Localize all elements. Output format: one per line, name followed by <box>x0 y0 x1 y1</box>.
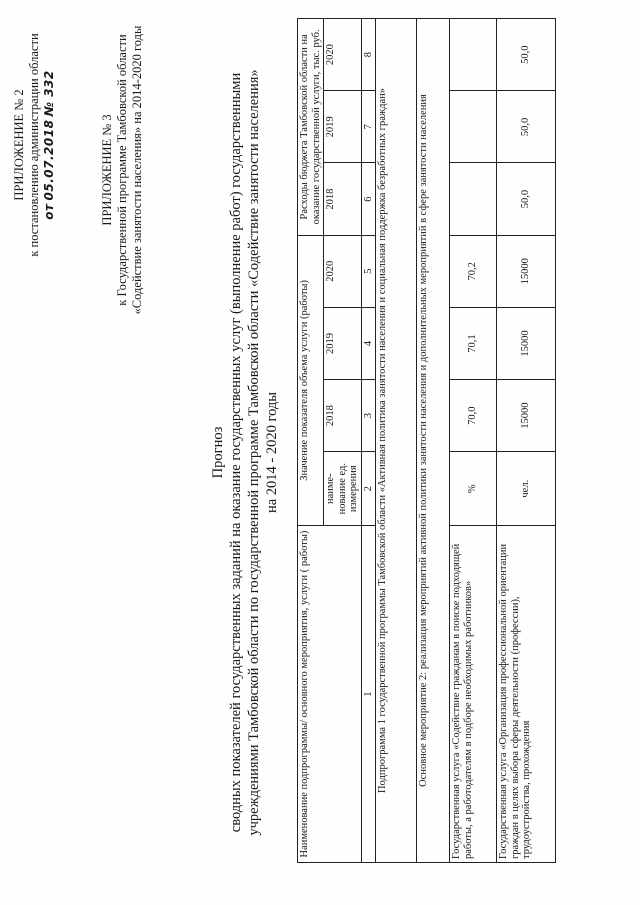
header-row-1 <box>298 19 324 863</box>
header-budget-group: Расходы бюджета Тамбовской области на оказание государственной услуги, тыс. руб. <box>298 19 324 236</box>
value-2019: 15000 <box>497 307 556 379</box>
subprogram-title: Подпрограмма 1 государственной программы Тамбовской области «Активная политика занятости населения и социальная поддержка безработных граждан» <box>376 19 417 863</box>
date-prefix: от <box>42 203 56 220</box>
appendix-3-line-1: к Государственной программе Тамбовской области <box>115 34 129 306</box>
value-2020: 70,2 <box>450 235 497 307</box>
appendix-3-block <box>100 10 145 330</box>
section-row-main-activity <box>417 19 450 863</box>
main-activity-title: Основное мероприятие 2: реализация мероприятий активной политики занятости населения и дополнительных мероприятий в сфере занятости населения <box>417 19 450 863</box>
document-title-line-3: на 2014 - 2020 годы <box>264 391 280 514</box>
header-unit-column: наиме-нование ед. измерения <box>324 452 362 526</box>
budget-2018: 50,0 <box>497 163 556 235</box>
budget-2019: 50,0 <box>497 91 556 163</box>
column-number: 8 <box>361 19 376 91</box>
value-2019: 70,1 <box>450 307 497 379</box>
document-heading: Прогноз <box>210 426 226 479</box>
header-year-indicator: 2020 <box>324 235 362 307</box>
value-2020: 15000 <box>497 235 556 307</box>
section-row-subprogram <box>376 19 417 863</box>
appendix-2-line: к постановлению администрации области <box>27 33 41 257</box>
budget-2018 <box>450 163 497 235</box>
budget-2020: 50,0 <box>497 19 556 91</box>
column-number: 5 <box>361 235 376 307</box>
header-year-indicator: 2018 <box>324 380 362 452</box>
header-year-budget: 2018 <box>324 163 362 235</box>
handwritten-number: № 332 <box>42 70 56 117</box>
table-row <box>450 19 497 863</box>
header-indicator-group: Значение показателя объема услуги (работы) <box>298 235 324 525</box>
column-number-row <box>361 19 376 863</box>
appendix-2-title: ПРИЛОЖЕНИЕ № 2 <box>12 89 26 201</box>
handwritten-date: 05.07.2018 <box>42 119 56 201</box>
appendix-2-date-line <box>42 25 57 265</box>
unit-cell: чел. <box>497 452 556 526</box>
column-number: 1 <box>361 526 376 863</box>
forecast-table <box>297 18 556 863</box>
budget-2019 <box>450 91 497 163</box>
appendix-3-title: ПРИЛОЖЕНИЕ № 3 <box>100 114 114 226</box>
column-number: 7 <box>361 91 376 163</box>
header-year-indicator: 2019 <box>324 307 362 379</box>
header-year-budget: 2019 <box>324 91 362 163</box>
document-title-line-1: сводных показателей государственных заданий на оказание государственных услуг (выполнение работ) государственными <box>228 72 244 833</box>
column-number: 4 <box>361 307 376 379</box>
column-number: 2 <box>361 452 376 526</box>
service-name: Государственная услуга «Организация профессиональной ориентации граждан в целях выбора сферы деятельности (профессии), трудоустройства, прохождения <box>497 526 556 863</box>
value-2018: 15000 <box>497 380 556 452</box>
value-2018: 70,0 <box>450 380 497 452</box>
unit-cell: % <box>450 452 497 526</box>
service-name: Государственная услуга «Содействие гражданам в поиске подходящей работы, а работодателям в подборе необходимых работников» <box>450 526 497 863</box>
column-number: 3 <box>361 380 376 452</box>
header-name-column: Наименование подпрограммы/ основного мероприятия, услуги ( работы) <box>298 526 362 863</box>
header-year-budget: 2020 <box>324 19 362 91</box>
table-row <box>497 19 556 863</box>
appendix-3-line-2: «Содействие занятости населения» на 2014-2020 годы <box>130 25 144 315</box>
budget-2020 <box>450 19 497 91</box>
column-number: 6 <box>361 163 376 235</box>
appendix-2-block <box>12 25 57 265</box>
document-title-line-2: учреждениями Тамбовской области по государственной программе Тамбовской области «Содействие занятости населения» <box>246 69 262 836</box>
